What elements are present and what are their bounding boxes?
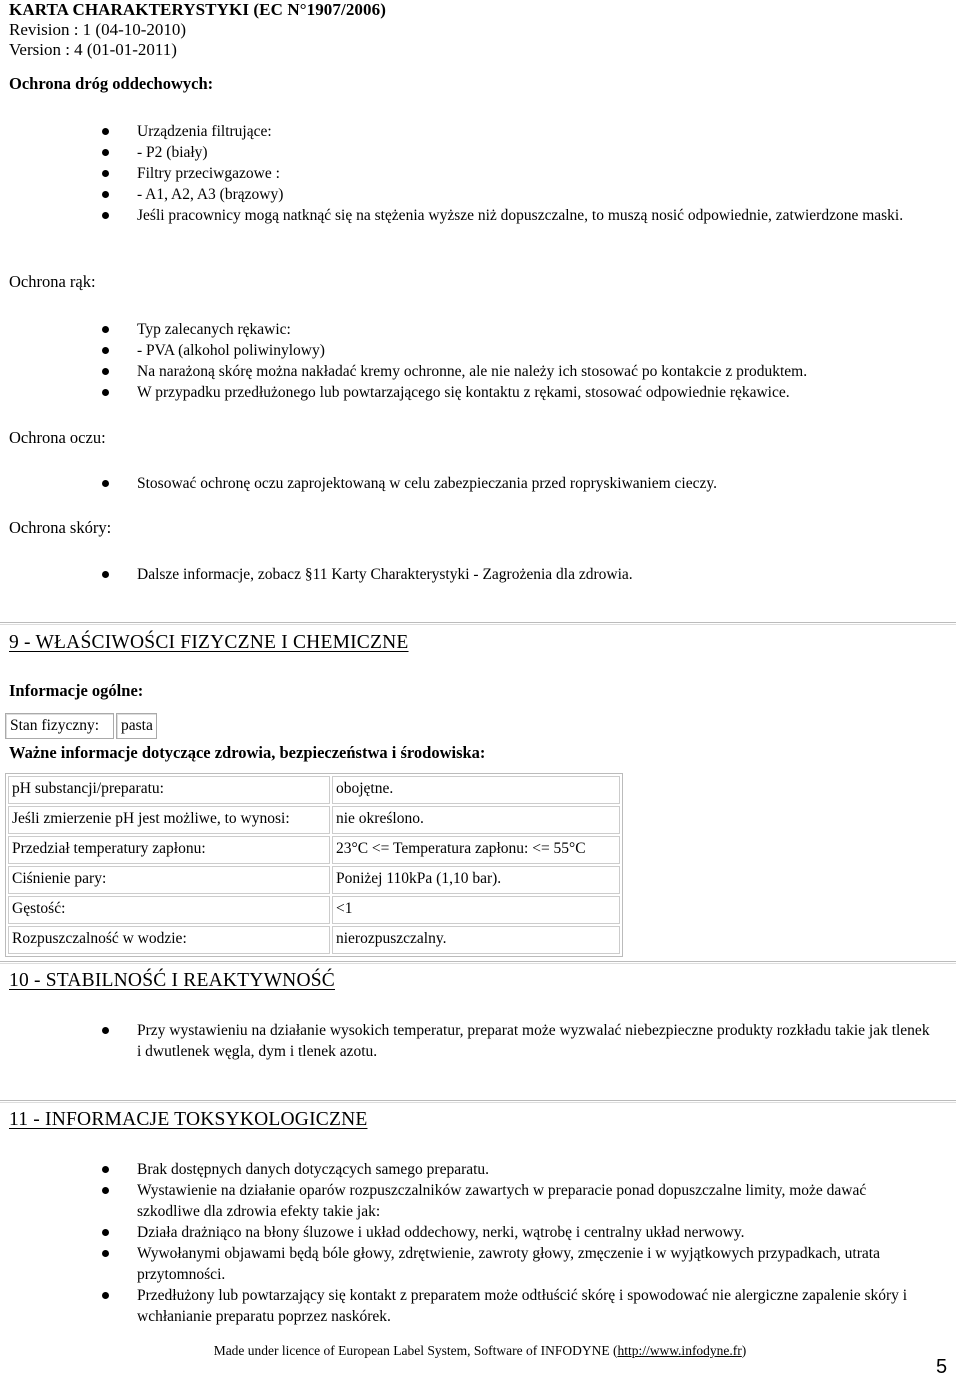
list-item: W przypadku przedłużonego lub powtarzającego się kontaktu z rękami, stosować odpowiednie rękawice. xyxy=(0,382,930,403)
bullet-icon xyxy=(102,480,109,487)
list-item: Brak dostępnych danych dotyczących samego preparatu. xyxy=(0,1159,930,1180)
bullet-icon xyxy=(102,1292,109,1299)
revision-line: Revision : 1 (04-10-2010) xyxy=(9,20,187,39)
list-item: Na narażoną skórę można nakładać kremy ochronne, ale nie należy ich stosować po kontakcie z produktem. xyxy=(0,361,930,382)
respiratory-protection-list xyxy=(0,121,930,226)
stability-list xyxy=(0,1020,930,1062)
table-row: Rozpuszczalność w wodzie: nierozpuszczalny. xyxy=(8,926,620,954)
bullet-icon xyxy=(102,212,109,219)
bullet-icon xyxy=(102,368,109,375)
bullet-icon xyxy=(102,1166,109,1173)
list-item: Typ zalecanych rękawic: xyxy=(0,319,930,340)
list-item: Stosować ochronę oczu zaprojektowaną w celu zabezpieczania przed ropryskiwaniem cieczy. xyxy=(0,473,930,494)
list-item: Wystawienie na działanie oparów rozpuszczalników zawartych w preparacie ponad dopuszczalne limity, może dawać szkodliwe dla zdrowia efekty takie jak: xyxy=(0,1180,930,1222)
section-9-heading: 9 - WŁAŚCIWOŚCI FIZYCZNE I CHEMICZNE xyxy=(9,632,409,653)
page-number: 5 xyxy=(936,1356,948,1378)
section-divider xyxy=(0,961,956,964)
eye-protection-list xyxy=(0,473,930,494)
properties-table xyxy=(5,773,623,957)
general-info-label: Informacje ogólne: xyxy=(9,681,144,700)
skin-protection-label: Ochrona skóry: xyxy=(9,518,112,537)
table-row: Gęstość: <1 xyxy=(8,896,620,924)
bullet-icon xyxy=(102,571,109,578)
bullet-icon xyxy=(102,1229,109,1236)
table-row: pH substancji/preparatu: obojętne. xyxy=(8,776,620,804)
version-line: Version : 4 (01-01-2011) xyxy=(9,40,177,59)
bullet-icon xyxy=(102,347,109,354)
important-info-label: Ważne informacje dotyczące zdrowia, bezpieczeństwa i środowiska: xyxy=(9,743,486,762)
skin-protection-list xyxy=(0,564,930,585)
list-item: Przedłużony lub powtarzający się kontakt z preparatem może odtłuścić skórę i spowodować nie alergiczne zapalenie skóry i wchłanianie preparatu poprzez naskórek. xyxy=(0,1285,930,1327)
physical-state-label: Stan fizyczny: xyxy=(5,713,114,739)
bullet-icon xyxy=(102,128,109,135)
bullet-icon xyxy=(102,1250,109,1257)
infodyne-link[interactable]: http://www.infodyne.fr xyxy=(617,1343,742,1358)
physical-state-value: pasta xyxy=(116,713,157,739)
bullet-icon xyxy=(102,1027,109,1034)
bullet-icon xyxy=(102,170,109,177)
toxicology-list xyxy=(0,1159,930,1327)
table-row: Ciśnienie pary: Poniżej 110kPa (1,10 bar). xyxy=(8,866,620,894)
document-title: KARTA CHARAKTERYSTYKI (EC N°1907/2006) xyxy=(9,0,386,19)
section-divider xyxy=(0,1100,956,1103)
section-divider xyxy=(0,622,956,625)
hand-protection-label: Ochrona rąk: xyxy=(9,272,96,291)
hand-protection-list xyxy=(0,319,930,403)
footer: Made under licence of European Label System, Software of INFODYNE (http://www.infodyne.fr) xyxy=(213,1343,747,1358)
list-item: Jeśli pracownicy mogą natknąć się na stężenia wyższe niż dopuszczalne, to muszą nosić odpowiednie, zatwierdzone maski. xyxy=(0,205,930,226)
list-item: Filtry przeciwgazowe : xyxy=(0,163,930,184)
bullet-icon xyxy=(102,326,109,333)
list-item: Przy wystawieniu na działanie wysokich temperatur, preparat może wyzwalać niebezpieczne produkty rozkładu takie jak tlenek i dwutlenek węgla, dym i tlenek azotu. xyxy=(0,1020,930,1062)
eye-protection-label: Ochrona oczu: xyxy=(9,428,106,447)
section-11-heading: 11 - INFORMACJE TOKSYKOLOGICZNE xyxy=(9,1109,368,1130)
list-item: Dalsze informacje, zobacz §11 Karty Charakterystyki - Zagrożenia dla zdrowia. xyxy=(0,564,930,585)
list-item: Urządzenia filtrujące: xyxy=(0,121,930,142)
list-item: Działa drażniąco na błony śluzowe i układ oddechowy, nerki, wątrobę i centralny układ nerwowy. xyxy=(0,1222,930,1243)
bullet-icon xyxy=(102,1187,109,1194)
table-row: Jeśli zmierzenie pH jest możliwe, to wynosi: nie określono. xyxy=(8,806,620,834)
table-row: Przedział temperatury zapłonu: 23°C <= Temperatura zapłonu: <= 55°C xyxy=(8,836,620,864)
list-item: - A1, A2, A3 (brązowy) xyxy=(0,184,930,205)
bullet-icon xyxy=(102,389,109,396)
bullet-icon xyxy=(102,191,109,198)
respiratory-protection-label: Ochrona dróg oddechowych: xyxy=(9,74,214,93)
section-10-heading: 10 - STABILNOŚĆ I REAKTYWNOŚĆ xyxy=(9,970,335,991)
list-item: Wywołanymi objawami będą bóle głowy, zdrętwienie, zawroty głowy, zmęczenie i w wyjątkowych przypadkach, utrata przytomności. xyxy=(0,1243,930,1285)
list-item: - PVA (alkohol poliwinylowy) xyxy=(0,340,930,361)
list-item: - P2 (biały) xyxy=(0,142,930,163)
bullet-icon xyxy=(102,149,109,156)
